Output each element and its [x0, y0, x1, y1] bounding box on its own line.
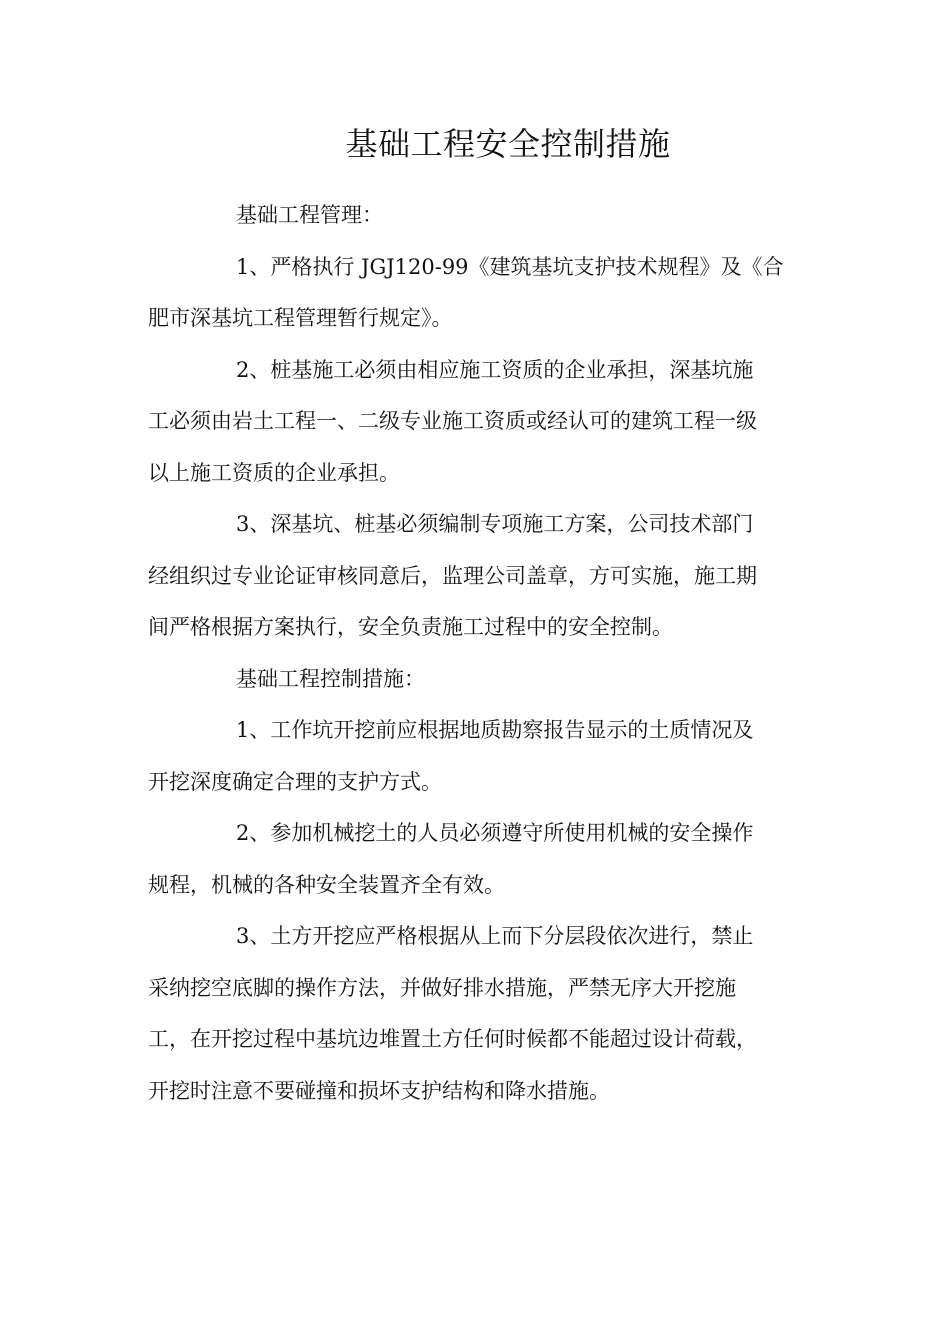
paragraph-line: 1、工作坑开挖前应根据地质勘察报告显示的土质情况及: [236, 718, 754, 742]
paragraph-line: 以上施工资质的企业承担。: [148, 460, 400, 485]
document-title: 基础工程安全控制措施: [345, 125, 671, 163]
paragraph-line: 采纳挖空底脚的操作方法，并做好排水措施，严禁无序大开挖施: [148, 975, 736, 1000]
list-item-management-2: [148, 345, 798, 500]
list-item-control-1: [148, 705, 798, 808]
paragraph-line: 工必须由岩土工程一、二级专业施工资质或经认可的建筑工程一级: [148, 409, 757, 433]
document-body: [148, 190, 798, 1117]
section-heading-foundation-management: 基础工程管理：: [236, 203, 383, 227]
paragraph-line: 肥市深基坑工程管理暂行规定》。: [148, 306, 453, 330]
list-item-management-3: [148, 499, 798, 654]
paragraph-line: 2、参加机械挖土的人员必须遵守所使用机械的安全操作: [236, 821, 754, 845]
list-item-control-3: [148, 911, 798, 1117]
paragraph-line: 规程，机械的各种安全装置齐全有效。: [148, 872, 505, 897]
paragraph-line: 2、桩基施工必须由相应施工资质的企业承担，深基坑施: [236, 357, 754, 382]
paragraph-line: 开挖深度确定合理的支护方式。: [148, 769, 442, 794]
paragraph-line: 3、土方开挖应严格根据从上而下分层段依次进行，禁止: [236, 924, 754, 948]
section-heading-foundation-control: 基础工程控制措施：: [236, 666, 425, 691]
paragraph-line: 工，在开挖过程中基坑边堆置土方任何时候都不能超过设计荷载，: [148, 1027, 757, 1051]
paragraph-line: 经组织过专业论证审核同意后，监理公司盖章，方可实施，施工期: [148, 563, 757, 588]
paragraph-line: 间严格根据方案执行，安全负责施工过程中的安全控制。: [148, 615, 673, 639]
paragraph-line: 1、严格执行 JGJ120-99《建筑基坑支护技术规程》及《合: [236, 254, 784, 279]
list-item-management-1: [148, 242, 798, 345]
list-item-control-2: [148, 808, 798, 911]
paragraph-line: 开挖时注意不要碰撞和损坏支护结构和降水措施。: [148, 1078, 610, 1103]
paragraph-line: 3、深基坑、桩基必须编制专项施工方案，公司技术部门: [236, 512, 754, 536]
